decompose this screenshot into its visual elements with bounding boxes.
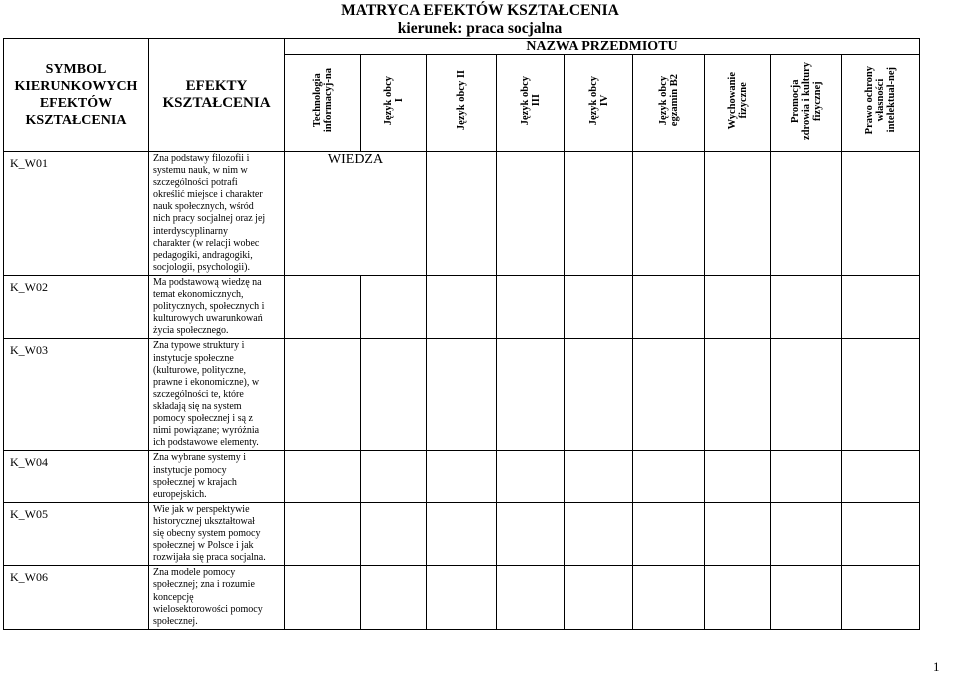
subject-column-header (361, 55, 427, 152)
text-line: Ma podstawową wiedzę na (153, 277, 262, 288)
table-row (4, 152, 920, 276)
text-line: zdrowia i kultury (800, 61, 812, 140)
effects-matrix-table (3, 38, 920, 630)
text-line: społecznej; zna i rozumie (153, 579, 255, 591)
text-line: intelektual-nej (886, 67, 897, 134)
text-line: Język obcy (657, 75, 669, 126)
matrix-cell (842, 451, 920, 502)
text-line: historycznej ukształtował (153, 515, 255, 527)
matrix-cell (497, 276, 565, 339)
text-line: nich pracy socjalnej oraz jej (153, 213, 266, 225)
table-row (4, 276, 920, 339)
text-line: wielosektorowości pomocy (153, 603, 263, 615)
text-line: rozwijała się praca socjalna. (153, 552, 266, 564)
subject-column-header (427, 55, 497, 152)
matrix-cell (565, 502, 633, 565)
text-line: własności (875, 79, 886, 122)
text-line: KSZTAŁCENIA (162, 95, 271, 111)
matrix-cell (705, 502, 771, 565)
text-line: Wie jak w perspektywie (153, 503, 250, 515)
text-line: III (530, 94, 542, 107)
matrix-cell (842, 566, 920, 630)
matrix-cell (427, 152, 497, 276)
text-line: społecznej w krajach (153, 476, 237, 488)
text-line: Zna modele pomocy (153, 567, 236, 579)
subject-name (864, 66, 897, 134)
effect-description (149, 339, 285, 451)
text-line: życia społecznego. (153, 325, 229, 337)
text-line: temat ekonomicznych, (153, 289, 244, 301)
matrix-cell (771, 152, 842, 276)
text-line: Prawo ochrony (864, 66, 875, 135)
text-line: prawne i ekonomiczne), w (153, 376, 260, 388)
matrix-cell (842, 502, 920, 565)
text-line: społecznej. (153, 615, 198, 627)
text-line: IV (598, 94, 610, 107)
matrix-cell (285, 451, 361, 502)
subject-name (588, 76, 610, 125)
effects-header (149, 78, 284, 112)
effect-description (149, 502, 285, 565)
matrix-cell (565, 566, 633, 630)
matrix-cell (497, 339, 565, 451)
text-line: składają się na system (153, 400, 242, 412)
subject-name (727, 72, 749, 129)
effect-code: K_W04 (4, 451, 149, 502)
matrix-cell (361, 566, 427, 630)
text-line: EFEKTY (185, 78, 248, 94)
subject-name (790, 62, 823, 140)
matrix-cell (285, 502, 361, 565)
text-line: ich podstawowe elementy. (153, 437, 259, 449)
matrix-cell (497, 451, 565, 502)
effect-description (149, 152, 285, 276)
text-line: instytucje pomocy (153, 464, 227, 476)
text-line: Zna wybrane systemy i (153, 452, 247, 464)
matrix-cell (565, 276, 633, 339)
text-line: informacyj-na (322, 68, 334, 133)
text-line: pomocy społecznej i są z (153, 413, 253, 425)
matrix-cell (842, 276, 920, 339)
text-line: (kulturowe, polityczne, (153, 364, 247, 376)
table-row (4, 339, 920, 451)
matrix-cell (771, 502, 842, 565)
text-line: politycznych, społecznych i (153, 301, 265, 313)
matrix-cell (633, 339, 705, 451)
subject-name (383, 76, 405, 125)
subject-name (312, 68, 334, 132)
page-number: 1 (933, 659, 940, 674)
text-line: koncepcję (153, 591, 194, 603)
text-line: nauk społecznych, wśród (153, 201, 254, 213)
text-line: europejskich. (153, 488, 207, 500)
matrix-cell (285, 339, 361, 451)
subject-name (456, 70, 467, 130)
table-row (4, 451, 920, 502)
subject-column-header (842, 55, 920, 152)
text-line: Zna podstawy filozofii i (153, 153, 250, 164)
document-title: MATRYCA EFEKTÓW KSZTAŁCENIA (341, 2, 619, 19)
matrix-cell (497, 152, 565, 276)
matrix-cell (705, 152, 771, 276)
document-subtitle: kierunek: praca socjalna (397, 20, 563, 37)
text-line: instytucje społeczne (153, 352, 234, 364)
text-line: Język obcy (587, 75, 599, 126)
text-line: SYMBOL (45, 62, 107, 77)
text-line: Język obcy (519, 75, 531, 126)
subject-name (520, 76, 542, 125)
matrix-cell (361, 276, 427, 339)
text-line: określić miejsce i charakter (153, 189, 263, 201)
text-line: systemu nauk, w nim w (153, 165, 248, 177)
matrix-cell (771, 566, 842, 630)
subject-column-header (497, 55, 565, 152)
matrix-cell (427, 566, 497, 630)
effects-header-cell (149, 39, 285, 152)
effect-code: K_W03 (4, 339, 149, 451)
text-line: szczególności te, które (153, 388, 244, 400)
section-label-wiedza: WIEDZA (285, 152, 427, 276)
text-line: Technologia (311, 73, 323, 128)
matrix-cell (842, 152, 920, 276)
text-line: socjologii, psychologii). (153, 261, 250, 273)
matrix-cell (285, 276, 361, 339)
matrix-cell (427, 451, 497, 502)
matrix-cell (361, 502, 427, 565)
subject-column-header (565, 55, 633, 152)
matrix-cell (361, 451, 427, 502)
matrix-cell (497, 502, 565, 565)
matrix-cell (565, 152, 633, 276)
matrix-cell (842, 339, 920, 451)
text-line: Język obcy (382, 75, 394, 126)
text-line: Wychowanie (726, 71, 738, 130)
effect-code: K_W06 (4, 566, 149, 630)
matrix-cell (285, 566, 361, 630)
matrix-cell (771, 276, 842, 339)
table-row (4, 502, 920, 565)
text-line: Promocja (789, 78, 801, 123)
matrix-cell (633, 276, 705, 339)
text-line: się obecny system pomocy (153, 528, 261, 540)
matrix-cell (427, 339, 497, 451)
text-line: społecznej w Polsce i jak (153, 540, 254, 552)
symbol-header (4, 61, 148, 129)
symbol-header-cell (4, 39, 149, 152)
text-line: KSZTAŁCENIA (25, 113, 127, 128)
matrix-cell (633, 502, 705, 565)
subject-column-header (705, 55, 771, 152)
subject-column-header (285, 55, 361, 152)
effect-description (149, 276, 285, 339)
subject-column-header (771, 55, 842, 152)
effect-code: K_W01 (4, 152, 149, 276)
table-row (4, 566, 920, 630)
text-line: kulturowych uwarunkowań (153, 313, 263, 325)
effect-code: K_W02 (4, 276, 149, 339)
text-line: KIERUNKOWYCH (14, 79, 138, 94)
matrix-cell (705, 566, 771, 630)
effect-code: K_W05 (4, 502, 149, 565)
matrix-cell (565, 451, 633, 502)
effect-description (149, 566, 285, 630)
text-line: szczególności potrafi (153, 177, 238, 189)
matrix-cell (497, 566, 565, 630)
subjects-header: NAZWA PRZEDMIOTU (285, 39, 920, 55)
effect-description (149, 451, 285, 502)
text-line: EFEKTÓW (39, 96, 113, 111)
text-line: interdyscyplinarny (153, 225, 228, 237)
subject-name (658, 74, 680, 126)
matrix-cell (633, 566, 705, 630)
subject-column-header (633, 55, 705, 152)
matrix-cell (361, 339, 427, 451)
text-line: nimi powiązane; wyróżnia (153, 425, 260, 437)
matrix-cell (705, 339, 771, 451)
text-line: fizyczne (737, 82, 749, 119)
matrix-cell (427, 502, 497, 565)
text-line: Język obcy II (456, 70, 467, 131)
matrix-cell (565, 339, 633, 451)
matrix-cell (427, 276, 497, 339)
matrix-cell (705, 451, 771, 502)
text-line: fizycznej (811, 80, 823, 121)
matrix-cell (771, 339, 842, 451)
text-line: charakter (w relacji wobec (153, 237, 260, 249)
matrix-cell (633, 152, 705, 276)
text-line: I (393, 98, 405, 103)
matrix-cell (705, 276, 771, 339)
text-line: pedagogiki, andragogiki, (153, 249, 253, 261)
text-line: Zna typowe struktury i (153, 340, 245, 352)
text-line: egzamin B2 (668, 74, 680, 127)
matrix-cell (771, 451, 842, 502)
matrix-cell (633, 451, 705, 502)
